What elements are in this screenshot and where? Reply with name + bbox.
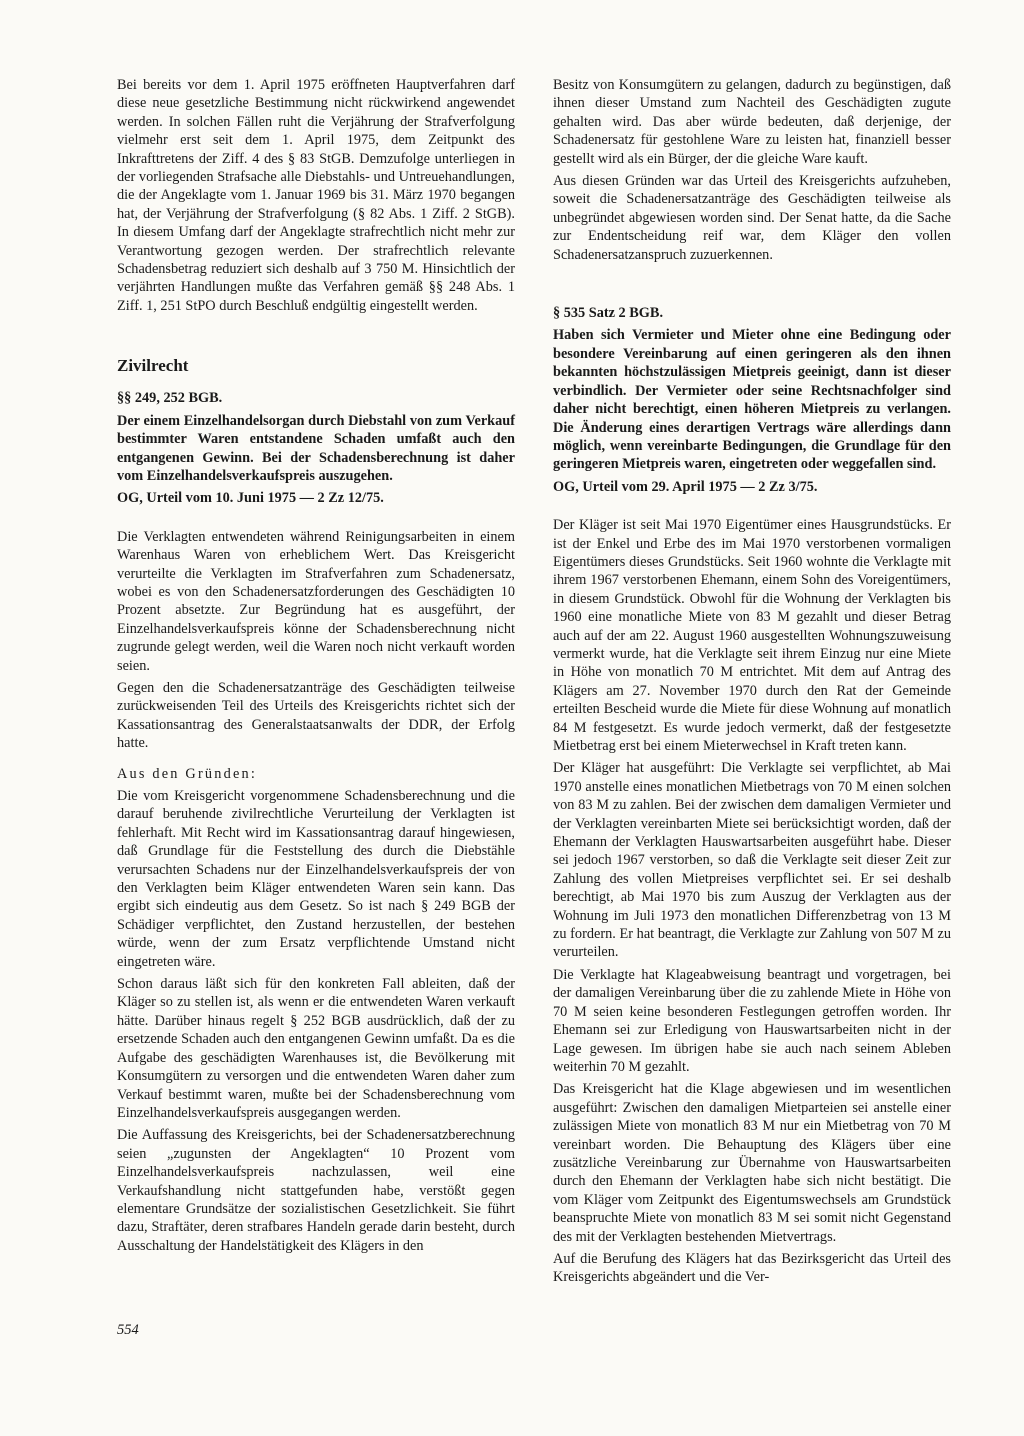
- court-reference: OG, Urteil vom 29. April 1975 — 2 Zz 3/75.: [553, 478, 818, 495]
- left-column: [117, 76, 515, 1259]
- reasons-heading: Aus den Gründen:: [117, 765, 258, 782]
- right-paragraph-7: Auf die Berufung des Klägers hat das Bezirksgericht das Urteil des Kreisgerichts abgeändert und die Ver-: [553, 1250, 951, 1286]
- left-paragraph-2: Die Verklagten entwendeten während Reinigungsarbeiten in einem Warenhaus Waren von erheblichem Wert. Das Kreisgericht verurteilte die Verklagten im Strafverfahren zum Schadenersatz, wobei es von den Schadenersatzforderungen des Geschädigten 10 Prozent absetzte. Zur Begründung hat es ausgeführt, der Einzelhandelsverkaufspreis könne der Schadensberechnung nicht zugrunde gelegt werden, weil die Waren noch nicht verkauft worden seien.: [117, 528, 515, 674]
- left-paragraph-4: Die vom Kreisgericht vorgenommene Schadensberechnung und die darauf beruhende zivilrechtliche Verurteilung der Verklagten ist fehlerhaft. Mit Recht wird im Kassationsantrag darauf hingewiesen, daß Grundlage für die Feststellung des durch die Diebstähle verursachten Schadens nur der Einzelhandelsverkaufspreis der von den Verklagten beim Kläger entwendeten Waren sein kann. Das ergibt sich eindeutig aus dem Gesetz. So ist nach § 249 BGB der Schädiger verpflichtet, den Zustand herzustellen, der bestehen würde, wenn der zum Ersatz verpflichtende Umstand nicht eingetreten wäre.: [117, 788, 515, 970]
- court-reference: OG, Urteil vom 10. Juni 1975 — 2 Zz 12/75.: [117, 490, 384, 507]
- left-paragraph-1: Bei bereits vor dem 1. April 1975 eröffneten Hauptverfahren darf diese neue gesetzliche Bestimmung nicht rückwirkend angewendet werden. In solchen Fällen ruht die Verjährung der Strafverfolgung vielmehr erst seit dem 1. April 1975, dem Zeitpunkt des Inkrafttretens der Ziff. 4 des § 83 StGB. Demzufolge unterliegen in der vorliegenden Strafsache alle Diebstahls- und Untreuehandlungen, die der Angeklagte vom 1. Januar 1969 bis 31. März 1970 begangen hat, der Verjährung der Strafverfolgung (§ 82 Abs. 1 Ziff. 2 StGB). In diesem Umfang darf der Angeklagte strafrechtlich nicht mehr zur Verantwortung gezogen werden. Der strafrechtlich relevante Schadensbetrag reduziert sich deshalb auf 3 750 M. Hinsichtlich der verjährten Handlungen mußte das Verfahren gemäß §§ 248 Abs. 1 Ziff. 1, 251 StPO durch Beschluß endgültig eingestellt werden.: [117, 77, 515, 314]
- paragraph-reference: §§ 249, 252 BGB.: [117, 390, 223, 407]
- headnote: Haben sich Vermieter und Mieter ohne eine Bedingung oder besondere Vereinbarung auf einen geringeren als den ihnen bekannten höchstzulässigen Mietpreis geeinigt, dann ist dieser verbindlich. Der Vermieter oder seine Rechtsnachfolger sind daher nicht berechtigt, einen höheren Mietpreis zu verlangen. Die Änderung eines derartigen Vertrags wäre allerdings dann möglich, wenn vereinbarte Bedingungen, die Grundlage für den geringeren Mietpreis waren, eingetreten oder weggefallen sind.: [553, 327, 951, 473]
- right-paragraph-6: Das Kreisgericht hat die Klage abgewiesen und im wesentlichen ausgeführt: Zwischen den damaligen Mietparteien sei anstelle einer zulässigen Miete von monatlich 83 M nur ein Mietbetrag von 70 M vereinbart worden. Die Behauptung des Klägers über eine zusätzliche Vereinbarung zur Übernahme von Hauswartsarbeiten durch den Ehemann der Verklagten habe sich nicht bestätigt. Die vom Kläger vom Zeitpunkt des Eigentumswechsels am Grundstück beanspruchte Miete von monatlich 83 M sei somit nicht Gegenstand des mit der Verklagten bestehenden Mietvertrags.: [553, 1081, 951, 1245]
- left-paragraph-3: Gegen den die Schadenersatzanträge des Geschädigten teilweise zurückweisenden Teil des Urteils des Kreisgerichts richtet sich der Kassationsantrag des Generalstaatsanwalts der DDR, der Erfolg hatte.: [117, 679, 515, 752]
- right-paragraph-5: Die Verklagte hat Klageabweisung beantragt und vorgetragen, bei der damaligen Vereinbarung über die zu zahlende Miete in Höhe von 70 M seien keine besonderen Festlegungen getroffen worden. Ihr Ehemann sei zur Erledigung von Hauswartsarbeiten nicht in der Lage gewesen. Im übrigen habe sie auch nach seinem Ableben weiterhin 70 M gezahlt.: [553, 966, 951, 1075]
- headnote: Der einem Einzelhandelsorgan durch Diebstahl von zum Verkauf bestimmter Waren entstandene Schaden umfaßt auch den entgangenen Gewinn. Bei der Schadensberechnung ist daher vom Einzelhandelsverkaufspreis auszugehen.: [117, 412, 515, 484]
- page-number: 554: [117, 1322, 139, 1338]
- right-paragraph-4: Der Kläger hat ausgeführt: Die Verklagte sei verpflichtet, ab Mai 1970 anstelle eines monatlichen Mietbetrags von 70 M einen solchen von 83 M zu zahlen. Bei der zwischen dem damaligen Vermieter und der Verklagten vereinbarten Miete sei berücksichtigt worden, daß der Ehemann der Verklagten Hauswartsarbeiten ausgeführt habe. Dieser sei jedoch 1967 verstorben, so daß die Verklagte seit dieser Zeit zur Zahlung des vollen Mietpreises verpflichtet sei. Er sei deshalb berechtigt, ab Mai 1970 bis zum Auszug der Verklagten aus der Wohnung im Juli 1973 den monatlichen Differenzbetrag von 13 M zu fordern. Er hat beantragt, die Verklagte zur Zahlung von 507 M zu verurteilen.: [553, 760, 951, 961]
- right-column: [553, 76, 951, 1291]
- right-paragraph-1: Besitz von Konsumgütern zu gelangen, dadurch zu begünstigen, daß ihnen dieser Umstand zum Nachteil des Geschädigten zugute gehalten wird. Das aber würde bedeuten, daß derjenige, der Schadenersatz für gestohlene Ware zu leisten hat, finanziell besser gestellt wird als ein Bürger, der die gleiche Ware kauft.: [553, 77, 951, 167]
- section-heading-zivilrecht: Zivilrecht: [117, 356, 189, 376]
- right-paragraph-3: Der Kläger ist seit Mai 1970 Eigentümer eines Hausgrundstücks. Er ist der Enkel und Erbe des im Mai 1970 verstorbenen vormaligen Eigentümers dieses Grundstücks. Seit 1960 wohnte die Verklagte mit ihrem 1967 verstorbenen Ehemann, einem Sohn des Voreigentümers, in diesem Grundstück. Obwohl für die Wohnung der Verklagten bis 1960 eine monatliche Miete von 83 M gezahlt und dieser Betrag auch auf der am 22. August 1960 ausgestellten Wohnungszuweisung vermerkt wurde, hat die Verklagte seit ihrem Einzug nur eine Miete in Höhe von monatlich 70 M entrichtet. Mit dem auf Antrag des Klägers am 27. November 1970 durch den Rat der Gemeinde erteilten Bescheid wurde die Miete für diese Wohnung auf monatlich 84 M festgesetzt. Es wurde jedoch vermerkt, daß der festgesetzte Mietbetrag erst bei einem Mieterwechsel in Kraft treten kann.: [553, 517, 951, 754]
- paragraph-reference: § 535 Satz 2 BGB.: [553, 305, 664, 322]
- left-paragraph-5: Schon daraus läßt sich für den konkreten Fall ableiten, daß der Kläger so zu stellen ist, als wenn er die entwendeten Waren verkauft hätte. Darüber hinaus regelt § 252 BGB ausdrücklich, daß der zu ersetzende Schaden auch den entgangenen Gewinn umfaßt. Da es die Aufgabe des geschädigten Warenhauses ist, die Bevölkerung mit Konsumgütern zu versorgen und die entwendeten Waren daher zum Verkauf bestimmt waren, mußte bei der Schadensberechnung vom Einzelhandelsverkaufspreis ausgegangen werden.: [117, 976, 515, 1121]
- right-paragraph-2: Aus diesen Gründen war das Urteil des Kreisgerichts aufzuheben, soweit die Schadenersatzanträge des Geschädigten teilweise als unbegründet abgewiesen worden sind. Der Senat hatte, da die Sache zur Endentscheidung reif war, dem Kläger den vollen Schadenersatzanspruch zuzuerkennen.: [553, 173, 951, 263]
- left-paragraph-6: Die Auffassung des Kreisgerichts, bei der Schadenersatzberechnung seien „zugunsten der Angeklagten“ 10 Prozent vom Einzelhandelsverkaufspreis nachzulassen, weil eine Verkaufshandlung nicht stattgefunden habe, verstößt gegen elementare Grundsätze der sozialistischen Gesetzlichkeit. Sie führt dazu, Straftäter, deren strafbares Handeln gerade darin besteht, durch Ausschaltung der Handelstätigkeit des Klägers in den: [117, 1127, 515, 1254]
